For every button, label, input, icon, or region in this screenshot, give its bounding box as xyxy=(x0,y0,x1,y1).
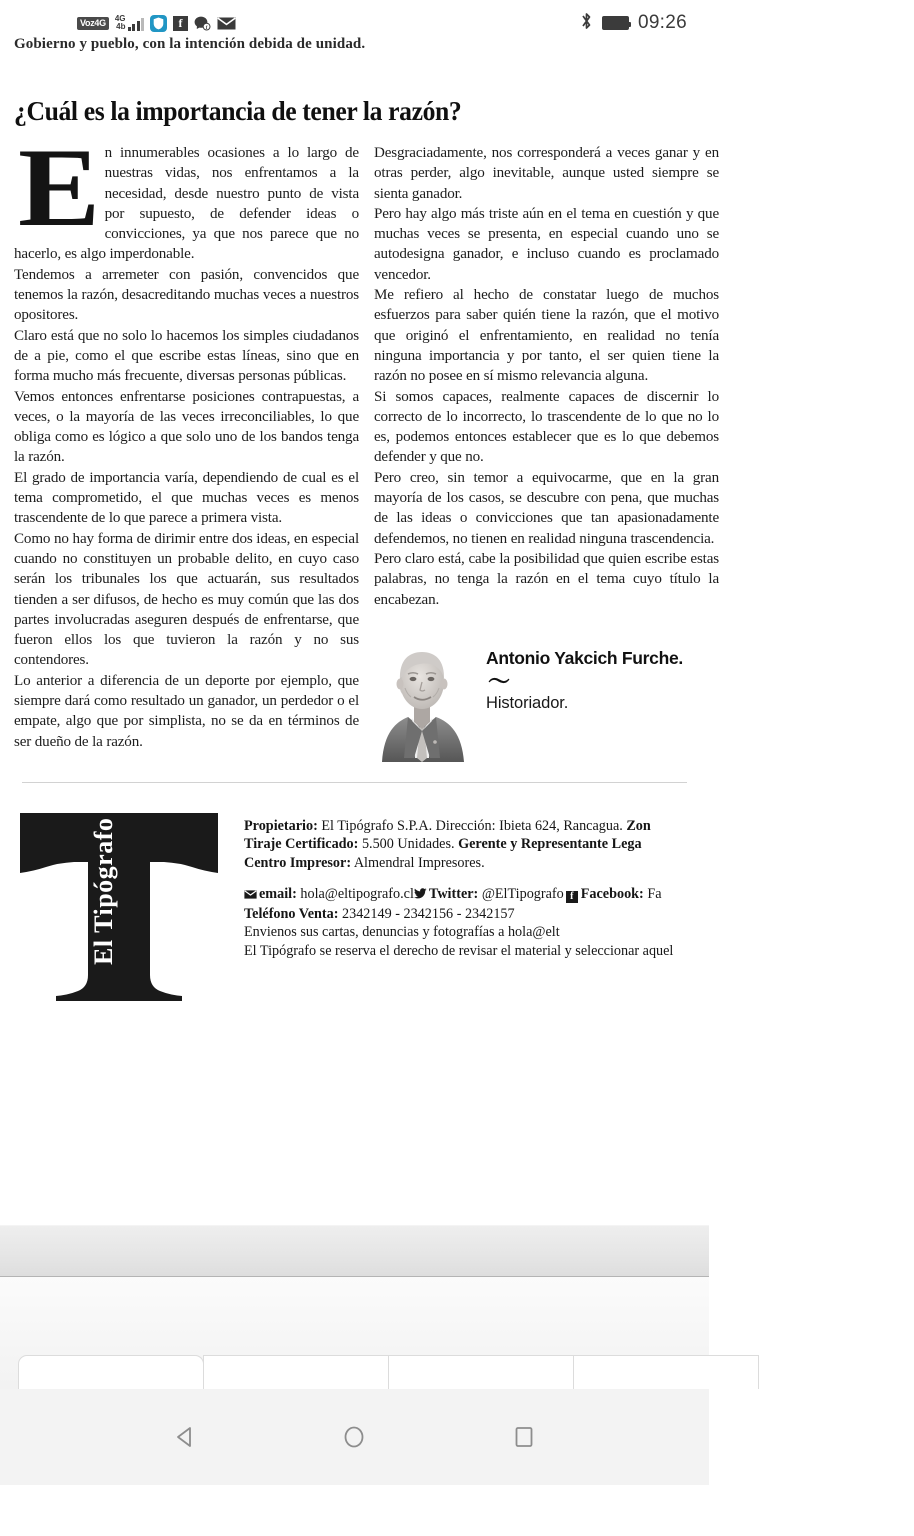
centro-impresor-label: Centro Impresor: xyxy=(244,854,352,871)
masthead-spacer xyxy=(244,872,884,885)
masthead-line-3 xyxy=(244,854,884,873)
network-sub-label: 4b xyxy=(116,22,126,31)
telefono-value: 2342149 - 2342156 - 2342157 xyxy=(342,905,515,922)
article-dropcap: E xyxy=(18,126,101,250)
facebook-value[interactable]: Fa xyxy=(647,886,662,903)
article-body-left xyxy=(14,126,359,752)
paragraph: Pero claro está, cabe la posibilidad que quien escribe estas palabras, no tenga la razón en el tema cuyo título la encabezan. xyxy=(374,550,719,608)
paragraph: Claro está que no solo lo hacemos los simples ciudadanos de a pie, como el que escribe estas líneas, sino que en forma mucho más frecuente, diversas personas públicas. xyxy=(14,327,359,385)
eltipografo-logo xyxy=(14,805,224,1001)
author-block xyxy=(374,636,719,762)
author-role: Historiador. xyxy=(486,693,569,712)
article-page xyxy=(0,36,719,1185)
tiraje-value: 5.500 Unidades. xyxy=(361,836,455,853)
twitter-label: Twitter: xyxy=(428,886,479,903)
article-column-left xyxy=(14,126,359,762)
masthead-disclaimer-1: Envienos sus cartas, denuncias y fotografías a hola@elt xyxy=(244,924,560,941)
masthead-footer xyxy=(14,805,914,1001)
propietario-value: El Tipógrafo S.P.A. Dirección: Ibieta 624, Rancagua. xyxy=(321,817,623,834)
section-divider xyxy=(22,782,687,783)
recents-icon[interactable] xyxy=(501,1414,547,1460)
author-photo xyxy=(374,636,470,762)
masthead-line-2 xyxy=(244,835,884,854)
masthead-disclaimer-2: El Tipógrafo se reserva el derecho de revisar el material y seleccionar aquel xyxy=(244,942,674,959)
status-bar-left-icons xyxy=(77,15,236,32)
back-icon[interactable] xyxy=(162,1414,208,1460)
browser-content-gap xyxy=(0,1185,709,1225)
article-column-right xyxy=(374,143,719,762)
home-icon[interactable] xyxy=(331,1414,377,1460)
paragraph: Lo anterior a diferencia de un deporte por ejemplo, que siempre dará como resultado un ganador, un perdedor o el empate, algo que por simplista, no se da en términos de ser dueño de la razón. xyxy=(14,672,359,750)
browser-tab[interactable] xyxy=(203,1355,389,1389)
paragraph: Si somos capaces, realmente capaces de discernir lo correcto de lo incorrecto, lo trascendente de lo que no lo es, podemos entonces establecer que es lo que debemos defender y que no. xyxy=(374,388,719,466)
propietario-label: Propietario: xyxy=(244,817,318,834)
messenger-icon xyxy=(194,16,211,31)
network-type-label: 4G xyxy=(114,14,126,24)
centro-impresor-value: Almendral Impresores. xyxy=(353,854,485,871)
email-label: email: xyxy=(259,886,297,903)
masthead-line-1 xyxy=(244,817,884,836)
article-headline: ¿Cuál es la importancia de tener la razón? xyxy=(14,96,462,126)
paragraph: Como no hay forma de dirimir entre dos ideas, en especial cuando no constituyen un probable delito, en cuyo caso serán los tribunales los que actuarán, sus resultados tienden a ser difusos, de hecho es muy común que las dos partes involucradas aseguren después de enfrentarse, que fueron ellos los que tuvieron la razón y no sus contendores. xyxy=(14,530,359,669)
mail-icon xyxy=(244,886,257,905)
paragraph: Pero creo, sin temor a equivocarme, que en la gran mayoría de los casos, se descubre con pena, que muchas de las ideas o convicciones que tan apasionadamente defendemos, no tienen en realidad ninguna trascendencia. xyxy=(374,469,719,547)
twitter-icon xyxy=(414,886,427,905)
zona-label: Zon xyxy=(626,817,651,834)
shield-icon xyxy=(150,15,167,32)
paragraph: n innumerables ocasiones a lo largo de nuestras vidas, nos enfrentamos a la necesidad, desde nuestro punto de vista por supuesto, de defender ideas o convicciones, ya que nos parece que no hacerlo, es algo imperdonable. xyxy=(14,145,359,263)
clipped-previous-line: Gobierno y pueblo, con la intención debida de unidad. xyxy=(14,36,366,52)
author-name: Antonio Yakcich Furche. xyxy=(486,647,683,668)
masthead-phone-line xyxy=(244,905,884,924)
masthead-details xyxy=(244,805,884,1001)
masthead-contact-line xyxy=(244,885,884,905)
browser-toolbar[interactable] xyxy=(0,1225,709,1277)
facebook-icon: f xyxy=(173,16,188,31)
facebook-icon: f xyxy=(566,891,578,903)
bluetooth-icon xyxy=(580,11,593,36)
status-bar-right-icons xyxy=(580,11,687,36)
svg-text:f: f xyxy=(205,24,208,31)
author-signature-mark: 〜 xyxy=(488,668,511,694)
browser-tab[interactable] xyxy=(18,1355,204,1389)
mail-icon xyxy=(217,17,236,30)
browser-tab-strip[interactable] xyxy=(18,1355,729,1389)
android-navigation-bar xyxy=(0,1389,709,1485)
email-value[interactable]: hola@eltipografo.cl xyxy=(300,886,414,903)
battery-icon xyxy=(602,16,629,30)
signal-strength-icon xyxy=(115,15,144,30)
telefono-label: Teléfono Venta: xyxy=(244,905,339,922)
author-meta xyxy=(486,636,683,713)
paragraph: El grado de importancia varía, dependiendo de cual es el tema comprometido, el que muchas veces es menos trascendente de lo que parece a primera vista. xyxy=(14,469,359,527)
paragraph: Me refiero al hecho de constatar luego de muchos esfuerzos para saber quién tiene la razón, que el motivo que originó el enfrentamiento, en realidad no tenía ninguna importancia y por tanto, el ser quien tiene la razón no posee en sí mismo relevancia alguna. xyxy=(374,287,719,385)
article-columns xyxy=(14,126,719,762)
facebook-label: Facebook: xyxy=(580,886,644,903)
paragraph: Desgraciadamente, nos corresponderá a veces ganar y en otras perder, algo inevitable, aunque usted siempre se sienta ganador. xyxy=(374,145,719,202)
article-body-right xyxy=(374,143,719,610)
gerente-label: Gerente y Representante Lega xyxy=(458,836,642,853)
logo-vertical-label: El Tipógrafo xyxy=(89,817,118,965)
carrier-badge: Voz4G xyxy=(77,17,109,30)
paragraph: Tendemos a arremeter con pasión, convencidos que tenemos la razón, desacreditando muchas veces a nuestros opositores. xyxy=(14,266,359,324)
browser-tab[interactable] xyxy=(573,1355,759,1389)
browser-tab[interactable] xyxy=(388,1355,574,1389)
browser-lower-panel xyxy=(0,1277,709,1389)
status-clock: 09:26 xyxy=(637,12,687,33)
twitter-value[interactable]: @ElTipografo xyxy=(481,886,564,903)
tiraje-label: Tiraje Certificado: xyxy=(244,836,359,853)
paragraph: Vemos entonces enfrentarse posiciones contrapuestas, a veces, o la mayoría de las veces irreconciliables, lo que obliga como es lógico a que solo uno de los bandos tenga la razón. xyxy=(14,388,359,466)
paragraph: Pero hay algo más triste aún en el tema en cuestión y que muchas veces se presenta, en especial cuando uno se autodesigna ganador, e incluso cuando es proclamado vencedor. xyxy=(374,205,719,283)
